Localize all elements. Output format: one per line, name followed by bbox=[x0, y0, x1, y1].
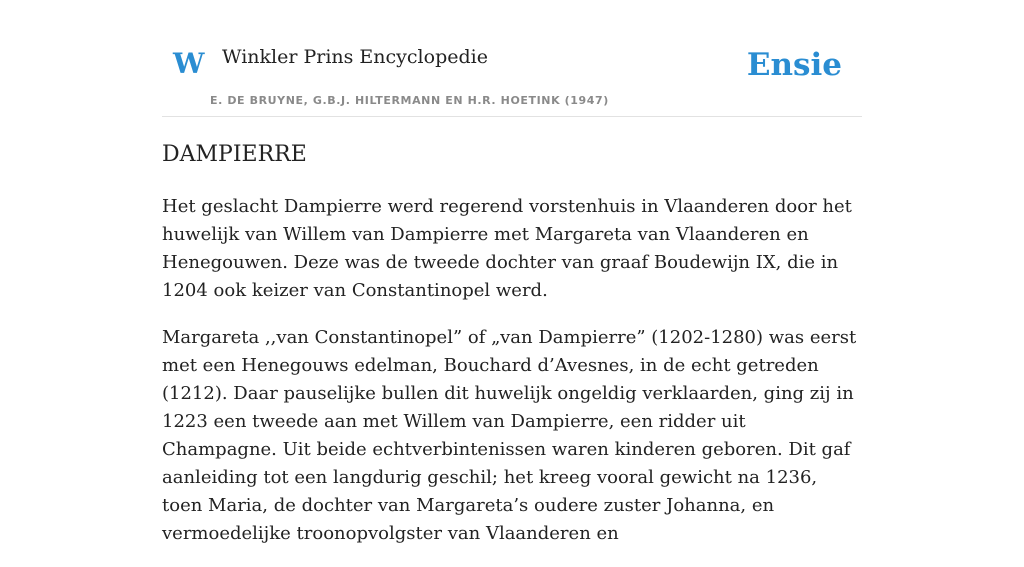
article-paragraph-2: Margareta ,,van Constantinopel” of „van Dampierre” (1202-1280) was eerst met een Henegouws edelman, Bouchard d’Avesnes, in de echt getreden (1212). Daar pauselijke bullen dit huwelijk ongeldig verklaarden, ging zij in 1223 een tweede aan met Willem van Dampierre, een ridder uit Champagne. Uit beide echtverbintenissen waren kinderen geboren. Dit gaf aanleiding tot een langdurig geschil; het kreeg vooral gewicht na 1236, toen Maria, de dochter van Margareta’s oudere zuster Johanna, en vermoedelijke troonopvolgster van Vlaanderen en bbox=[162, 327, 857, 544]
book-title[interactable]: Winkler Prins Encyclopedie bbox=[222, 46, 488, 68]
ensie-brand-link[interactable]: Ensie bbox=[746, 47, 842, 83]
book-authors: E. DE BRUYNE, G.B.J. HILTERMANN EN H.R. HOETINK (1947) bbox=[210, 94, 609, 107]
entry-title: DAMPIERRE bbox=[162, 142, 307, 167]
article-content bbox=[162, 140, 862, 567]
site-header bbox=[162, 0, 862, 117]
winkler-prins-logo[interactable]: W bbox=[173, 47, 205, 80]
article-paragraph-1: Het geslacht Dampierre werd regerend vorstenhuis in Vlaanderen door het huwelijk van Willem van Dampierre met Margareta van Vlaanderen en Henegouwen. Deze was de tweede dochter van graaf Boudewijn IX, die in 1204 ook keizer van Constantinopel werd. bbox=[162, 196, 852, 301]
